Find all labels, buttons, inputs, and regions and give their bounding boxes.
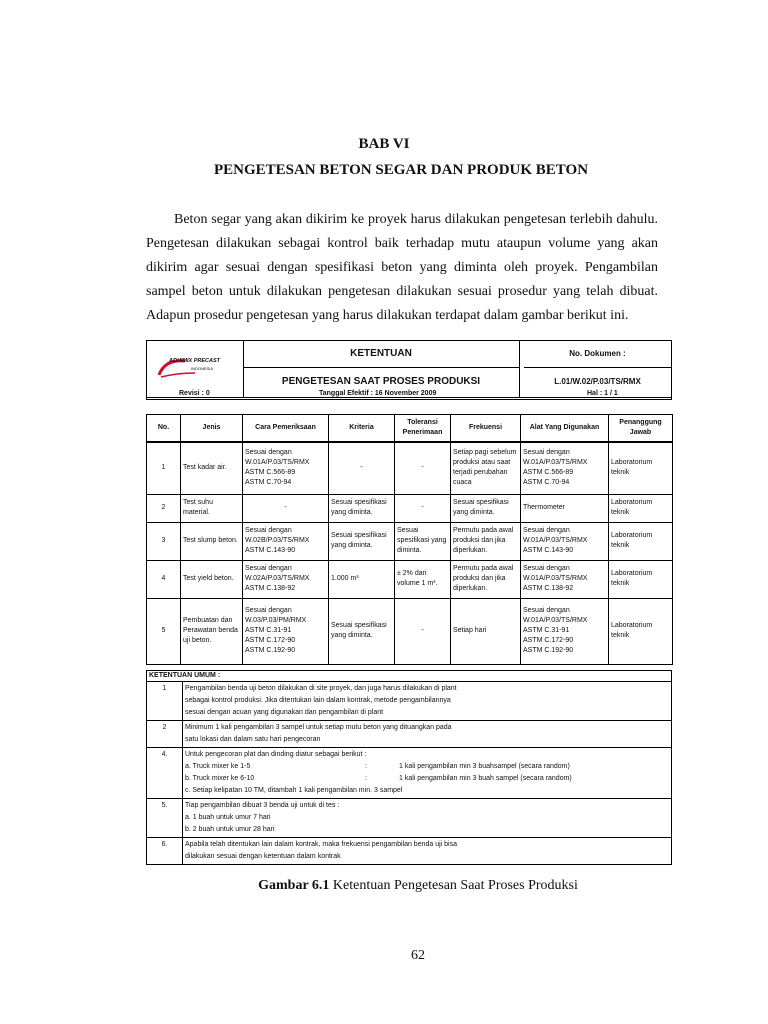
logo-subtext: INDONESIA [191,366,214,371]
cara-line: ASTM C.566-89 [245,469,296,477]
col-header-frekuensi: Frekuensi [451,415,521,443]
item-subline-colon: : [365,763,367,770]
alat-line: Sesuai dengan W.01A/P.03/TS/RMX [523,607,588,624]
cell-kriteria: 1.000 m³ [329,560,395,598]
item-line: c. Setiap kelipatan 10 TM, ditambah 1 kali pengambilan min. 3 sampel [185,787,403,794]
form-title-bottom: PENGETESAN SAAT PROSES PRODUKSI [243,367,520,397]
list-item [147,682,672,721]
cell-alat [521,442,609,494]
cara-line: ASTM C.143-90 [245,547,296,554]
table-header-row [147,415,673,443]
cell-frekuensi: Permutu pada awal produksi dan jika diperlukan. [451,560,521,598]
item-number: 2 [147,721,183,748]
cara-line: ASTM C.31-91 [245,627,292,634]
cara-line: ASTM C.138-92 [245,585,296,592]
item-line: Tiap pengambilan dibuat 3 benda uji untuk di tes : [185,802,340,809]
cell-toleransi: ± 2% dari volume 1 m³. [395,560,451,598]
col-header-pj: Penanggung Jawab [609,415,673,443]
item-text [183,838,672,865]
item-text [183,799,672,838]
item-line: sesuai dengan acuan yang digunakan dan pengambilan di plant [185,709,384,716]
item-number: 5. [147,799,183,838]
cell-alat [521,560,609,598]
item-number: 4. [147,748,183,799]
cell-frekuensi: Setiap hari [451,598,521,664]
table-row [147,442,673,494]
cell-frekuensi: Sesuai spesifikasi yang diminta. [451,494,521,522]
cara-line: Sesuai dengan W.03/P.03/PM/RMX [245,607,307,624]
item-subline-value: 1 kali pengambilan min 3 buahsampel (secara random) [399,763,570,770]
body-paragraph-block [146,208,658,328]
figure-caption-label: Gambar 6.1 [258,878,330,893]
cell-cara: - [243,494,329,522]
item-number: 6. [147,838,183,865]
general-provisions-table [146,670,672,865]
item-line: a. 1 buah untuk umur 7 hari [185,814,271,821]
form-title-top: KETENTUAN [243,341,520,368]
cell-toleransi: - [395,598,451,664]
cell-pj: Laboratorium teknik [609,560,673,598]
item-line: Apabila telah ditentukan lain dalam kontrak, maka frekuensi pengambilan benda uji bisa [185,841,458,848]
alat-line: ASTM C.192-90 [523,647,574,654]
cell-alat [521,598,609,664]
cara-line: Sesuai dengan W.02B/P.03/TS/RMX [245,527,310,544]
item-line: Pengambilan benda uji beton dilakukan di site proyek, dan juga harus dilakukan di plant [185,685,457,692]
cell-alat [521,522,609,560]
revision-row [146,389,672,400]
item-line: b. 2 buah untuk umur 28 hari [185,826,275,833]
cell-kriteria: Sesuai spesifikasi yang diminta. [329,598,395,664]
col-header-no: No. [147,415,181,443]
item-text [183,682,672,721]
item-line [185,773,669,785]
page-of-label: Hal : 1 / 1 [587,390,618,397]
cell-no: 4 [147,560,181,598]
cell-pj: Laboratorium teknik [609,442,673,494]
test-provisions-table [146,414,673,665]
alat-line: ASTM C.172-90 [523,637,574,644]
item-subline-label: a. Truck mixer ke 1-5 [185,763,251,770]
doc-number-value: L.01/W.02/P.03/TS/RMX [554,377,641,386]
cell-cara [243,442,329,494]
cell-frekuensi: Permutu pada awal produksi dan jika diperlukan. [451,522,521,560]
alat-line: ASTM C.143-90 [523,547,574,554]
cell-no: 3 [147,522,181,560]
cell-frekuensi: Setiap pagi sebelum produksi atau saat terjadi perubahan cuaca [451,442,521,494]
effective-date: Tanggal Efektif : 16 November 2009 [319,390,437,397]
figure-caption-text: Ketentuan Pengetesan Saat Proses Produksi [329,878,578,893]
list-item [147,721,672,748]
item-text [183,721,672,748]
cell-toleransi: Sesuai spesifikasi yang diminta. [395,522,451,560]
cell-no: 1 [147,442,181,494]
chapter-title: PENGETESAN BETON SEGAR DAN PRODUK BETON [213,162,589,178]
item-line: dilakukan sesuai dengan ketentuan dalam kontrak [185,853,341,860]
item-line: sebagai kontrol produksi. Jika ditentukan lain dalam kontrak, metode pengambilannya [185,697,451,704]
col-header-alat: Alat Yang Digunakan [521,415,609,443]
cell-kriteria: Sesuai spesifikasi yang diminta. [329,522,395,560]
table-row [147,522,673,560]
col-header-toleransi: Toleransi Penerimaan [395,415,451,443]
list-item [147,799,672,838]
table-row [147,598,673,664]
item-text [183,748,672,799]
cell-toleransi: - [395,442,451,494]
item-line [185,761,669,773]
alat-line: Sesuai dengan W.01A/P.03/TS/RMX [523,527,588,544]
cell-kriteria: - [329,442,395,494]
doc-number-label: No. Dokumen : [524,341,671,368]
cell-kriteria: Sesuai spesifikasi yang diminta. [329,494,395,522]
body-paragraph: Beton segar yang akan dikirim ke proyek harus dilakukan pengetesan terlebih dahulu. Pengetesan dilakukan sebagai kontrol baik terhadap mutu ataupun volume yang akan dikirim agar sesuai dengan spesifikasi beton yang diminta oleh proyek. Pengambilan sampel beton untuk dilakukan pengetesan dilakukan sesuai prosedur yang telah dibuat. Adapun prosedur pengetesan yang harus dilakukan terdapat dalam gambar berikut ini. [146,212,658,323]
alat-line: ASTM C.566-89 [523,469,574,477]
item-subline-label: b. Truck mixer ke 6-10 [185,775,255,782]
table-row [147,494,673,522]
cara-line: ASTM C.70-94 [245,479,292,487]
cell-alat: Thermometer [521,494,609,522]
cell-cara [243,560,329,598]
cell-jenis: Test yield beton. [181,560,243,598]
logo-text: ADHIMIX PRECAST [169,358,221,364]
col-header-kriteria: Kriteria [329,415,395,443]
item-line: Minimum 1 kali pengambilan 3 sampel untuk setiap mutu beton yang dituangkan pada [185,724,452,731]
figure-caption [0,878,768,894]
cell-no: 2 [147,494,181,522]
alat-line: ASTM C.70-94 [523,479,570,487]
alat-line: Sesuai dengan W.01A/P.03/TS/RMX [523,565,588,582]
item-number: 1 [147,682,183,721]
table-row [147,560,673,598]
page-number: 62 [411,948,425,963]
alat-line: Sesuai dengan W.01A/P.03/TS/RMX [523,449,588,467]
col-header-jenis: Jenis [181,415,243,443]
cara-line: Sesuai dengan W.01A/P.03/TS/RMX [245,449,310,467]
chapter-heading: BAB VI [358,136,410,152]
general-provisions-title: KETENTUAN UMUM : [147,671,672,682]
cara-line: ASTM C.172-90 [245,637,296,644]
cell-no: 5 [147,598,181,664]
cell-toleransi: - [395,494,451,522]
list-item [147,838,672,865]
cell-pj: Laboratorium teknik [609,522,673,560]
list-item [147,748,672,799]
cell-cara [243,522,329,560]
cell-jenis: Test suhu material. [181,494,243,522]
cell-jenis: Test kadar air. [181,442,243,494]
item-line: satu lokasi dan dalam satu hari pengecoran [185,736,321,743]
cell-jenis: Test slump beton. [181,522,243,560]
revision-label: Revisi : 0 [179,390,210,397]
alat-line: ASTM C.138-92 [523,585,574,592]
item-subline-value: 1 kali pengambilan min 3 buah sampel (secara random) [399,775,572,782]
item-line: Untuk pengecoran plat dan dinding diatur sebagai berikut : [185,751,367,758]
item-subline-colon: : [365,775,367,782]
cell-jenis: Pembuatan dan Perawatan benda uji beton. [181,598,243,664]
cara-line: ASTM C.192-90 [245,647,296,654]
alat-line: ASTM C.31-91 [523,627,570,634]
cell-pj: Laboratorium teknik [609,598,673,664]
cell-pj: Laboratorium teknik [609,494,673,522]
cara-line: Sesuai dengan W.02A/P.03/TS/RMX [245,565,310,582]
col-header-cara: Cara Pemeriksaan [243,415,329,443]
cell-cara [243,598,329,664]
